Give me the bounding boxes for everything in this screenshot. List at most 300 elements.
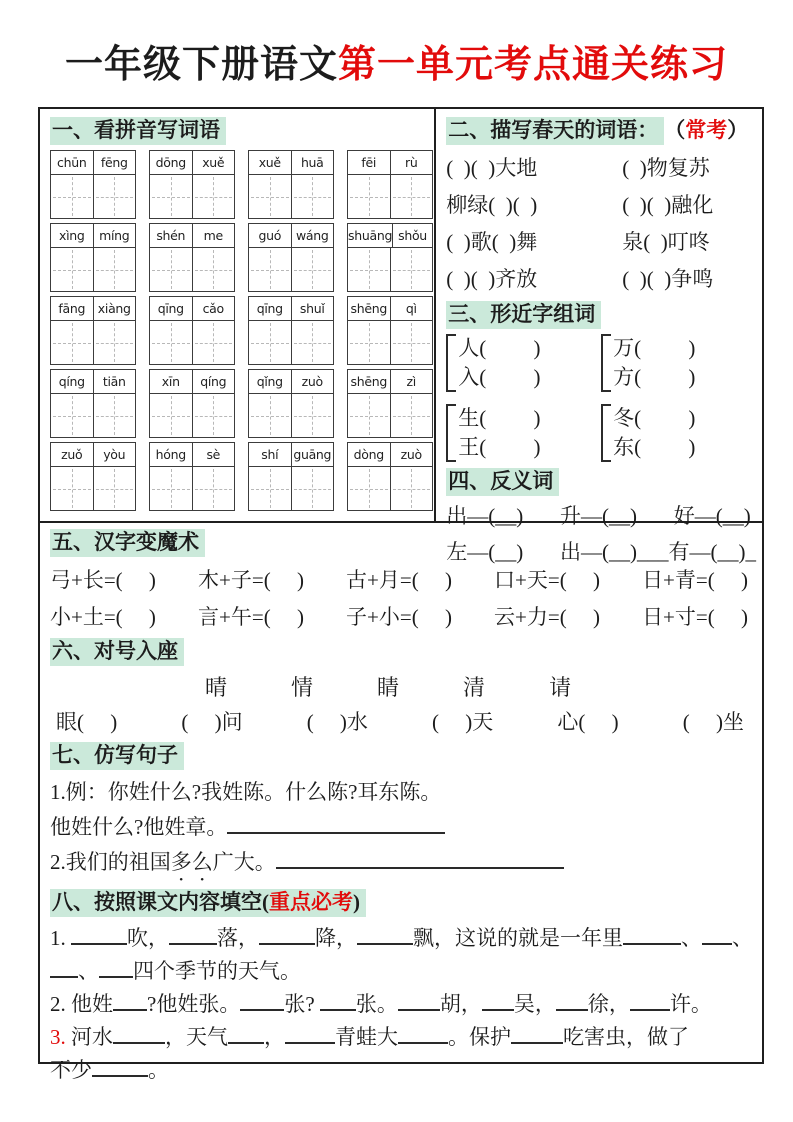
blank-line bbox=[285, 1023, 335, 1044]
similar-chars-group bbox=[601, 334, 756, 392]
writing-cell bbox=[390, 321, 433, 364]
similar-char-line: 入( ) bbox=[458, 365, 541, 389]
text-segment-red: 3. bbox=[50, 1025, 71, 1049]
pinyin-syllable-row bbox=[149, 223, 235, 248]
fill-text-items bbox=[50, 922, 754, 1087]
bracket-shape bbox=[446, 404, 456, 462]
worksheet-box bbox=[38, 107, 764, 1082]
writing-cell bbox=[348, 248, 390, 291]
text-segment: 四个季节的天气。 bbox=[133, 959, 301, 983]
pinyin-syllable: sè bbox=[206, 447, 221, 462]
pinyin-block bbox=[347, 150, 433, 219]
pinyin-syllable: xuě bbox=[202, 155, 225, 170]
similar-chars-groups bbox=[446, 334, 756, 462]
text-segment: 张? bbox=[284, 992, 320, 1016]
blank-line bbox=[511, 1023, 563, 1044]
right-column bbox=[436, 109, 762, 564]
page-title-black: 一年级下册语文 bbox=[64, 44, 338, 86]
section-7-heading: 七、仿写句子 bbox=[50, 742, 184, 770]
match-item: ( )坐 bbox=[682, 710, 744, 734]
text-segment: 飘，这说的就是一年里 bbox=[413, 926, 623, 950]
pinyin-syllable: qǐng bbox=[249, 370, 292, 393]
pinyin-block bbox=[248, 296, 334, 365]
text-segment: 吴， bbox=[513, 992, 556, 1016]
writing-cell bbox=[51, 321, 93, 364]
tag-changkao: 常考 bbox=[685, 118, 728, 142]
pinyin-syllable: cǎo bbox=[202, 301, 224, 316]
equation-item: 子+小=( ) bbox=[346, 605, 452, 629]
similar-chars-lines bbox=[458, 404, 540, 462]
section-5-heading: 五、汉字变魔术 bbox=[50, 529, 205, 557]
pinyin-block bbox=[149, 150, 235, 219]
word-pair-row bbox=[446, 187, 756, 224]
pinyin-syllable: dōng bbox=[150, 151, 193, 174]
equation-row bbox=[50, 599, 754, 636]
word-pair-left: ( )( )齐放 bbox=[446, 267, 538, 291]
pinyin-row bbox=[50, 150, 434, 219]
pinyin-syllable-row bbox=[50, 296, 136, 321]
word-pair-left: ( )歌( )舞 bbox=[446, 230, 538, 254]
pinyin-block bbox=[248, 442, 334, 511]
pinyin-syllable-row bbox=[50, 369, 136, 394]
writing-grid bbox=[248, 247, 334, 292]
pinyin-row bbox=[50, 223, 434, 292]
blank-line bbox=[357, 924, 413, 945]
imitate-line-2 bbox=[50, 810, 754, 845]
writing-cell bbox=[291, 394, 334, 437]
text-segment: 2.我们的祖国 bbox=[50, 850, 171, 874]
blank-line bbox=[169, 924, 217, 945]
text-segment: 广大。 bbox=[212, 850, 276, 874]
similar-chars-lines bbox=[613, 404, 695, 462]
word-pair-right: ( )( )争鸣 bbox=[622, 267, 714, 291]
writing-cell bbox=[93, 248, 136, 291]
pinyin-syllable: shǒu bbox=[398, 228, 427, 243]
pinyin-syllable: chūn bbox=[51, 151, 94, 174]
pinyin-block bbox=[149, 442, 235, 511]
page-title-red: 第一单元考点通关练习 bbox=[338, 44, 729, 86]
writing-cell bbox=[150, 321, 192, 364]
blank-line bbox=[320, 990, 356, 1011]
pinyin-syllable: qīng bbox=[249, 297, 292, 320]
pinyin-syllable: qíng bbox=[51, 370, 94, 393]
writing-cell bbox=[348, 467, 390, 510]
text-segment: 降， bbox=[315, 926, 357, 950]
match-item: 眼( ) bbox=[56, 710, 118, 734]
writing-grid bbox=[248, 393, 334, 438]
pinyin-syllable: shuǐ bbox=[299, 301, 325, 316]
pinyin-syllable-row bbox=[248, 150, 334, 175]
blank-line bbox=[228, 1023, 264, 1044]
section-8-heading-text: 八、按照课文内容填空 bbox=[52, 890, 262, 914]
writing-cell bbox=[291, 248, 334, 291]
blank-line bbox=[92, 1056, 148, 1077]
section-3-heading: 三、形近字组词 bbox=[446, 301, 601, 329]
bracket-shape bbox=[601, 334, 611, 392]
writing-cell bbox=[93, 175, 136, 218]
section-4-heading-row bbox=[446, 468, 756, 496]
pinyin-block bbox=[248, 150, 334, 219]
pinyin-syllable: zuǒ bbox=[51, 443, 94, 466]
writing-cell bbox=[348, 394, 390, 437]
word-pair-row bbox=[446, 224, 756, 261]
text-segment: 他姓什么?他姓章。 bbox=[50, 815, 228, 839]
fill-item-line bbox=[50, 955, 754, 988]
fill-item-line bbox=[50, 988, 754, 1021]
writing-grid bbox=[50, 393, 136, 438]
equation-item: 言+午=( ) bbox=[198, 605, 304, 629]
text-segment: ?他姓张。 bbox=[147, 992, 241, 1016]
writing-cell bbox=[249, 248, 291, 291]
similar-char-line: 冬( ) bbox=[613, 406, 696, 430]
similar-chars-group bbox=[446, 334, 601, 392]
section-6-heading: 六、对号入座 bbox=[50, 638, 184, 666]
pinyin-syllable: rù bbox=[405, 155, 418, 170]
section-8-heading bbox=[50, 889, 366, 917]
pinyin-syllable: fēng bbox=[100, 155, 128, 170]
pinyin-block bbox=[347, 296, 433, 365]
pinyin-syllable: qīng bbox=[150, 297, 193, 320]
equation-item: 日+青=( ) bbox=[642, 568, 748, 592]
section-4-heading: 四、反义词 bbox=[446, 468, 559, 496]
blank-line bbox=[276, 848, 564, 869]
writing-grid bbox=[149, 466, 235, 511]
writing-grid bbox=[50, 320, 136, 365]
seat-match-options bbox=[50, 671, 754, 705]
similar-char-line: 生( ) bbox=[458, 406, 541, 430]
pinyin-syllable-row bbox=[347, 369, 433, 394]
text-segment: 1. bbox=[50, 926, 71, 950]
similar-chars-lines bbox=[613, 334, 695, 392]
writing-cell bbox=[291, 175, 334, 218]
pinyin-syllable: me bbox=[203, 228, 223, 243]
writing-grid bbox=[149, 393, 235, 438]
text-segment: 。 bbox=[148, 1058, 169, 1082]
writing-cell bbox=[390, 467, 433, 510]
text-segment: 吃害虫，做了 bbox=[563, 1025, 689, 1049]
similar-char-line: 东( ) bbox=[613, 435, 696, 459]
pinyin-row bbox=[50, 296, 434, 365]
similar-char-line: 方( ) bbox=[613, 365, 696, 389]
writing-cell bbox=[51, 175, 93, 218]
pinyin-syllable-row bbox=[347, 442, 433, 467]
match-item: ( )天 bbox=[432, 710, 494, 734]
blank-line bbox=[99, 957, 133, 978]
char-magic-rows bbox=[50, 562, 754, 636]
option-char: 晴 bbox=[205, 675, 228, 700]
text-segment: 不少 bbox=[50, 1058, 92, 1082]
section-2-tag bbox=[664, 118, 748, 142]
imitate-example-line: 1.例：你姓什么?我姓陈。什么陈?耳东陈。 bbox=[50, 780, 442, 804]
writing-grid bbox=[347, 466, 433, 511]
pinyin-block bbox=[50, 150, 136, 219]
writing-grid bbox=[347, 393, 433, 438]
word-pair-row bbox=[446, 150, 756, 187]
pinyin-syllable: yòu bbox=[103, 447, 126, 462]
writing-cell bbox=[390, 394, 433, 437]
word-pair-left: ( )( )大地 bbox=[446, 156, 538, 180]
writing-cell bbox=[93, 394, 136, 437]
pinyin-syllable-row bbox=[50, 442, 136, 467]
pinyin-block bbox=[50, 296, 136, 365]
pinyin-syllable-row bbox=[347, 296, 433, 321]
blank-line bbox=[50, 957, 78, 978]
blank-line bbox=[630, 990, 670, 1011]
similar-chars-group bbox=[446, 404, 601, 462]
pinyin-syllable-row bbox=[248, 296, 334, 321]
writing-cell bbox=[192, 175, 235, 218]
antonym-row: 左—(__) 出—(__)___有—(__)_ bbox=[446, 540, 756, 564]
text-segment: 2. 他姓 bbox=[50, 992, 113, 1016]
section-6-heading-row bbox=[50, 638, 754, 666]
text-segment: ，天气 bbox=[165, 1025, 228, 1049]
writing-grid bbox=[347, 247, 433, 292]
writing-grid bbox=[347, 320, 433, 365]
pinyin-syllable: shēng bbox=[348, 370, 391, 393]
section-3-heading-row bbox=[446, 301, 756, 329]
word-pair-right: ( )物复苏 bbox=[622, 156, 710, 180]
pinyin-syllable: tiān bbox=[102, 374, 126, 389]
pinyin-syllable: zuò bbox=[400, 447, 422, 462]
bracket-shape bbox=[446, 334, 456, 392]
bracket-shape bbox=[601, 404, 611, 462]
word-pair-right: ( )( )融化 bbox=[622, 193, 714, 217]
pinyin-syllable: guó bbox=[249, 224, 292, 247]
match-item: ( )水 bbox=[306, 710, 368, 734]
pinyin-block bbox=[149, 223, 235, 292]
pinyin-syllable: xīn bbox=[150, 370, 193, 393]
writing-cell bbox=[249, 394, 291, 437]
text-segment: 徐， bbox=[587, 992, 630, 1016]
equation-item: 木+子=( ) bbox=[198, 568, 304, 592]
writing-cell bbox=[192, 467, 235, 510]
text-segment: 河水 bbox=[71, 1025, 113, 1049]
blank-line bbox=[702, 924, 732, 945]
pinyin-syllable: míng bbox=[99, 228, 130, 243]
writing-cell bbox=[348, 175, 390, 218]
pinyin-syllable: shén bbox=[150, 224, 193, 247]
blank-line bbox=[398, 990, 440, 1011]
pinyin-grid bbox=[50, 150, 434, 511]
writing-cell bbox=[192, 248, 235, 291]
writing-grid bbox=[347, 174, 433, 219]
tag-paren-close: ) bbox=[353, 890, 360, 914]
pinyin-syllable-row bbox=[50, 223, 136, 248]
text-segment: 。保护 bbox=[448, 1025, 511, 1049]
blank-line bbox=[71, 924, 127, 945]
section-2-heading-row bbox=[446, 117, 756, 145]
text-segment: 落， bbox=[217, 926, 259, 950]
fill-item-line bbox=[50, 1054, 754, 1087]
writing-cell bbox=[390, 175, 433, 218]
pinyin-block bbox=[347, 442, 433, 511]
pinyin-syllable: shí bbox=[249, 443, 292, 466]
pinyin-row bbox=[50, 442, 434, 511]
writing-cell bbox=[51, 394, 93, 437]
pinyin-syllable: qíng bbox=[200, 374, 227, 389]
writing-grid bbox=[248, 466, 334, 511]
text-segment: 、 bbox=[78, 959, 99, 983]
writing-cell bbox=[348, 321, 390, 364]
writing-grid bbox=[149, 320, 235, 365]
pinyin-syllable: guāng bbox=[293, 447, 332, 462]
pinyin-syllable-row bbox=[248, 442, 334, 467]
equation-item: 小+土=( ) bbox=[50, 605, 156, 629]
writing-grid bbox=[248, 320, 334, 365]
writing-grid bbox=[248, 174, 334, 219]
page-title bbox=[0, 33, 793, 88]
blank-line bbox=[240, 990, 284, 1011]
section-2-heading: 二、描写春天的词语： bbox=[446, 117, 664, 145]
pinyin-syllable: xiàng bbox=[97, 301, 131, 316]
word-pair-right: 泉( )叮咚 bbox=[622, 230, 710, 254]
pinyin-syllable: xuě bbox=[249, 151, 292, 174]
tag-paren-open: （ bbox=[664, 118, 686, 142]
writing-cell bbox=[150, 175, 192, 218]
similar-char-line: 万( ) bbox=[613, 336, 696, 360]
pinyin-block bbox=[149, 296, 235, 365]
writing-cell bbox=[93, 321, 136, 364]
pinyin-syllable-row bbox=[248, 223, 334, 248]
writing-grid bbox=[149, 247, 235, 292]
option-char: 情 bbox=[291, 675, 314, 700]
blank-line bbox=[113, 1023, 165, 1044]
option-char: 请 bbox=[549, 675, 572, 700]
pinyin-syllable-row bbox=[149, 150, 235, 175]
text-segment: 、 bbox=[681, 926, 702, 950]
tag-zhongdianbikao: 重点必考 bbox=[269, 890, 353, 914]
pinyin-syllable: dòng bbox=[348, 443, 391, 466]
pinyin-syllable: fēi bbox=[348, 151, 391, 174]
equation-item: 日+寸=( ) bbox=[642, 605, 748, 629]
section-1-heading-row bbox=[50, 117, 434, 145]
tag-paren-open: ( bbox=[262, 890, 269, 914]
blank-line bbox=[556, 990, 588, 1011]
match-item: ( )问 bbox=[181, 710, 243, 734]
blank-line bbox=[482, 990, 514, 1011]
pinyin-syllable-row bbox=[347, 150, 433, 175]
writing-cell bbox=[150, 394, 192, 437]
option-char: 清 bbox=[463, 675, 486, 700]
text-segment: 胡， bbox=[439, 992, 482, 1016]
pinyin-block bbox=[50, 442, 136, 511]
pinyin-block bbox=[347, 369, 433, 438]
fill-item-line bbox=[50, 1021, 754, 1054]
pinyin-syllable: shēng bbox=[348, 297, 391, 320]
equation-row bbox=[50, 562, 754, 599]
pinyin-syllable-row bbox=[347, 223, 433, 248]
writing-grid bbox=[50, 466, 136, 511]
writing-cell bbox=[291, 321, 334, 364]
antonyms-list bbox=[446, 498, 756, 570]
writing-cell bbox=[249, 321, 291, 364]
pinyin-syllable: shuāng bbox=[348, 224, 393, 247]
pinyin-syllable-row bbox=[149, 369, 235, 394]
text-segment: 许。 bbox=[669, 992, 712, 1016]
pinyin-syllable: fāng bbox=[51, 297, 94, 320]
writing-cell bbox=[249, 467, 291, 510]
imitate-line-3 bbox=[50, 845, 754, 886]
word-pair-row bbox=[446, 261, 756, 298]
writing-cell bbox=[192, 321, 235, 364]
similar-char-line: 人( ) bbox=[458, 336, 541, 360]
blank-line bbox=[259, 924, 315, 945]
pinyin-syllable: hóng bbox=[150, 443, 193, 466]
blank-line bbox=[398, 1023, 448, 1044]
word-pair-left: 柳绿( )( ) bbox=[446, 193, 538, 217]
pinyin-syllable: zuò bbox=[301, 374, 323, 389]
text-segment: 、 bbox=[732, 926, 753, 950]
match-item: 心( ) bbox=[557, 710, 619, 734]
equation-item: 古+月=( ) bbox=[346, 568, 452, 592]
text-segment: 青蛙大 bbox=[335, 1025, 398, 1049]
writing-cell bbox=[93, 467, 136, 510]
spring-words-list bbox=[446, 150, 756, 298]
antonym-row: 出—(__) 升—(__) 好—(__) bbox=[446, 504, 751, 528]
writing-cell bbox=[51, 248, 93, 291]
pinyin-syllable-row bbox=[50, 150, 136, 175]
pinyin-syllable-row bbox=[149, 296, 235, 321]
pinyin-syllable: huā bbox=[300, 155, 324, 170]
blank-line bbox=[227, 813, 445, 834]
tag-paren-close: ） bbox=[727, 118, 749, 142]
pinyin-block bbox=[149, 369, 235, 438]
pinyin-column bbox=[40, 109, 436, 521]
pinyin-block bbox=[50, 369, 136, 438]
writing-cell bbox=[150, 467, 192, 510]
similar-char-line: 王( ) bbox=[458, 435, 541, 459]
option-char: 睛 bbox=[377, 675, 400, 700]
pinyin-block bbox=[248, 369, 334, 438]
pinyin-syllable: zì bbox=[406, 374, 416, 389]
equation-item: 弓+长=( ) bbox=[50, 568, 156, 592]
blank-line bbox=[623, 924, 681, 945]
fill-item-line bbox=[50, 922, 754, 955]
section-7-heading-row bbox=[50, 742, 754, 770]
text-segment: 吹， bbox=[127, 926, 169, 950]
bottom-sections-area bbox=[40, 523, 762, 1082]
blank-line bbox=[113, 990, 147, 1011]
similar-chars-group bbox=[601, 404, 756, 462]
writing-cell bbox=[192, 394, 235, 437]
text-segment: 张。 bbox=[355, 992, 398, 1016]
section-8-heading-row bbox=[50, 889, 754, 917]
text-segment: ， bbox=[264, 1025, 285, 1049]
pinyin-block bbox=[248, 223, 334, 292]
writing-cell bbox=[390, 248, 433, 291]
pinyin-block bbox=[347, 223, 433, 292]
writing-cell bbox=[249, 175, 291, 218]
writing-grid bbox=[50, 247, 136, 292]
equation-item: 口+天=( ) bbox=[494, 568, 600, 592]
pinyin-syllable: wáng bbox=[295, 228, 329, 243]
writing-grid bbox=[149, 174, 235, 219]
pinyin-syllable-row bbox=[149, 442, 235, 467]
section-1-heading: 一、看拼音写词语 bbox=[50, 117, 226, 145]
pinyin-row bbox=[50, 369, 434, 438]
text-segment-emphasized: 多么 bbox=[170, 850, 213, 874]
seat-match-answers bbox=[50, 705, 754, 739]
writing-grid bbox=[50, 174, 136, 219]
pinyin-block bbox=[50, 223, 136, 292]
pinyin-syllable: qì bbox=[405, 301, 417, 316]
equation-item: 云+力=( ) bbox=[494, 605, 600, 629]
similar-chars-lines bbox=[458, 334, 540, 392]
writing-cell bbox=[150, 248, 192, 291]
pinyin-syllable-row bbox=[248, 369, 334, 394]
writing-cell bbox=[51, 467, 93, 510]
pinyin-syllable: xìng bbox=[51, 224, 94, 247]
